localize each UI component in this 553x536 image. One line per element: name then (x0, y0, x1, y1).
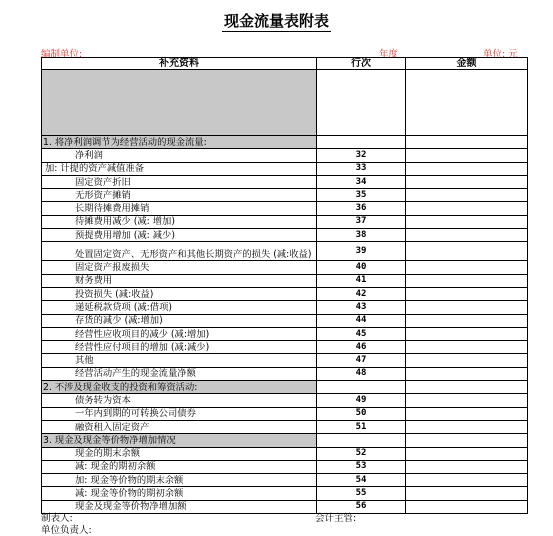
table-row (42, 189, 528, 202)
col-header-row-no: 行次 (317, 58, 406, 70)
amount-cell (406, 341, 528, 354)
row-number: 42 (317, 287, 406, 300)
row-number: 56 (317, 500, 406, 513)
amount-cell (406, 175, 528, 188)
row-number: 35 (317, 189, 406, 202)
item-label: 处置固定资产、无形资产和其他长期资产的损失 (减:收益) (42, 242, 317, 261)
blank-cell (317, 70, 406, 136)
table-row (42, 327, 528, 340)
amount-cell (406, 474, 528, 487)
table-row (42, 407, 528, 420)
amount-cell (406, 367, 528, 380)
amount-cell (406, 447, 528, 460)
row-number: 52 (317, 447, 406, 460)
blank-gray-row (42, 70, 528, 136)
table-row (42, 314, 528, 327)
amount-cell (406, 327, 528, 340)
blank-gray-cell (42, 70, 317, 136)
item-label: 长期待摊费用摊销 (42, 202, 317, 215)
table-row (42, 420, 528, 433)
section-heading-row (42, 136, 528, 149)
table-row (42, 447, 528, 460)
table-row (42, 301, 528, 314)
section-heading: 3. 现金及现金等价物净增加情况 (42, 434, 317, 447)
table-row (42, 149, 528, 162)
row-number: 44 (317, 314, 406, 327)
item-label: 固定资产报废损失 (42, 261, 317, 274)
table-row (42, 287, 528, 300)
row-number: 47 (317, 354, 406, 367)
item-label: 其他 (42, 354, 317, 367)
amount-cell (406, 215, 528, 228)
amount-cell (406, 407, 528, 420)
row-number: 54 (317, 474, 406, 487)
amount-cell (406, 149, 528, 162)
row-no-cell (317, 381, 406, 394)
item-label: 经营活动产生的现金流量净额 (42, 367, 317, 380)
item-label: 存货的减少 (减:增加) (42, 314, 317, 327)
item-label: 净利润 (42, 149, 317, 162)
row-number: 55 (317, 487, 406, 500)
table-row (42, 394, 528, 407)
column-header-row (42, 58, 528, 70)
amount-cell (406, 287, 528, 300)
row-number: 51 (317, 420, 406, 433)
amount-cell (406, 162, 528, 175)
accounting-head-label: 会计主管: (315, 513, 357, 524)
table-row (42, 261, 528, 274)
table-row (42, 162, 528, 175)
row-number: 32 (317, 149, 406, 162)
table-row (42, 202, 528, 215)
row-number: 53 (317, 460, 406, 473)
item-label: 经营性应付项目的增加 (减:减少) (42, 341, 317, 354)
amount-cell (406, 274, 528, 287)
item-label: 一年内到期的可转换公司债券 (42, 407, 317, 420)
row-number: 33 (317, 162, 406, 175)
table-row (42, 367, 528, 380)
preparer-label: 制表人: (41, 513, 73, 524)
row-number: 50 (317, 407, 406, 420)
unit-head-label: 单位负责人: (41, 525, 92, 536)
table-row (42, 341, 528, 354)
item-label: 待摊费用减少 (减: 增加) (42, 215, 317, 228)
item-label: 现金的期末余额 (42, 447, 317, 460)
row-number: 49 (317, 394, 406, 407)
amount-cell (406, 136, 528, 149)
item-label: 无形资产摊销 (42, 189, 317, 202)
section-heading: 2. 不涉及现金收支的投资和筹资活动: (42, 381, 317, 394)
amount-cell (406, 434, 528, 447)
amount-cell (406, 189, 528, 202)
amount-cell (406, 202, 528, 215)
section-heading: 1. 将净利润调节为经营活动的现金流量: (42, 136, 317, 149)
row-number: 41 (317, 274, 406, 287)
row-number: 34 (317, 175, 406, 188)
item-label: 加: 现金等价物的期末余额 (42, 474, 317, 487)
row-number: 40 (317, 261, 406, 274)
amount-cell (406, 301, 528, 314)
item-label: 融资租入固定资产 (42, 420, 317, 433)
table-row (42, 215, 528, 228)
row-number: 45 (317, 327, 406, 340)
amount-cell (406, 394, 528, 407)
amount-cell (406, 229, 528, 242)
item-label: 现金及现金等价物净增加额 (42, 500, 317, 513)
amount-cell (406, 242, 528, 261)
table-row (42, 474, 528, 487)
item-label: 递延税款贷项 (减:借项) (42, 301, 317, 314)
row-number: 48 (317, 367, 406, 380)
item-label: 减: 现金的期初余额 (42, 460, 317, 473)
table-row (42, 460, 528, 473)
col-header-amount: 金额 (406, 58, 528, 70)
section-heading-row (42, 434, 528, 447)
item-label: 预提费用增加 (减: 减少) (42, 229, 317, 242)
item-label: 投资损失 (减:收益) (42, 287, 317, 300)
item-label: 经营性应收项目的减少 (减:增加) (42, 327, 317, 340)
table-row (42, 354, 528, 367)
amount-cell (406, 460, 528, 473)
table-row (42, 242, 528, 261)
row-number: 37 (317, 215, 406, 228)
cash-flow-supplement-table (41, 57, 528, 514)
amount-cell (406, 381, 528, 394)
unit-label: 编制单位: (41, 49, 83, 60)
table-row (42, 274, 528, 287)
item-label: 减: 现金等价物的期初余额 (42, 487, 317, 500)
item-label: 财务费用 (42, 274, 317, 287)
amount-cell (406, 487, 528, 500)
section-heading-row (42, 381, 528, 394)
currency-label: 单位: 元 (483, 49, 518, 60)
year-label: 年度 (379, 49, 399, 60)
col-header-item: 补充资料 (42, 58, 317, 70)
table-row (42, 487, 528, 500)
table-row (42, 229, 528, 242)
item-label: 固定资产折旧 (42, 175, 317, 188)
amount-cell (406, 500, 528, 513)
amount-cell (406, 314, 528, 327)
row-no-cell (317, 136, 406, 149)
blank-cell (406, 70, 528, 136)
row-number: 36 (317, 202, 406, 215)
amount-cell (406, 261, 528, 274)
row-no-cell (317, 434, 406, 447)
row-number: 43 (317, 301, 406, 314)
row-number: 38 (317, 229, 406, 242)
amount-cell (406, 420, 528, 433)
item-label: 债务转为资本 (42, 394, 317, 407)
page-title: 现金流量表附表 (223, 12, 329, 30)
amount-cell (406, 354, 528, 367)
table-row (42, 175, 528, 188)
item-label: 加: 计提的资产减值准备 (42, 162, 317, 175)
table-row (42, 500, 528, 513)
row-number: 46 (317, 341, 406, 354)
row-number: 39 (317, 242, 406, 261)
